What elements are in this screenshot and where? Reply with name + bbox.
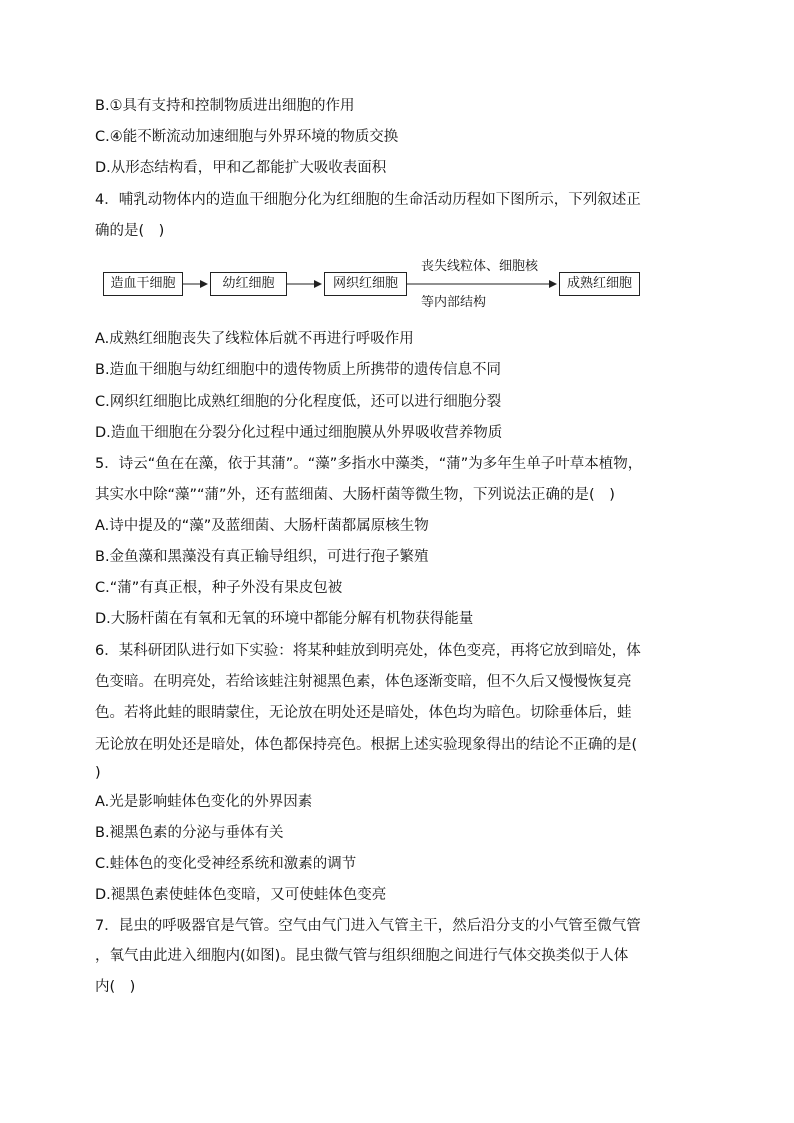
option-5b: B.金鱼藻和黑藻没有真正输导组织，可进行孢子繁殖	[95, 549, 429, 565]
option-4a: A.成熟红细胞丧失了线粒体后就不再进行呼吸作用	[95, 331, 414, 347]
question-7-line-1: 7．昆虫的呼吸器官是气管。空气由气门进入气管主干，然后沿分支的小气管至微气管	[95, 918, 641, 934]
arrow-label-bottom: 等内部结构	[421, 295, 487, 310]
option-3d: D.从形态结构看，甲和乙都能扩大吸收表面积	[95, 160, 387, 176]
option-4d: D.造血干细胞在分裂分化过程中通过细胞膜从外界吸收营养物质	[95, 425, 503, 441]
option-6c: C.蛙体色的变化受神经系统和激素的调节	[95, 856, 357, 872]
option-4b: B.造血干细胞与幼红细胞中的遗传物质上所携带的遗传信息不同	[95, 362, 502, 378]
question-6-line-3: 色。若将此蛙的眼睛蒙住，无论放在明处还是暗处，体色均为暗色。切除垂体后，蛙	[95, 705, 632, 721]
option-3c: C.④能不断流动加速细胞与外界环境的物质交换	[95, 129, 399, 145]
question-5-line-1: 5．诗云“鱼在在藻，依于其蒲”。“藻”多指水中藻类，“蒲”为多年生单子叶草本植物，	[95, 456, 643, 472]
option-5c: C.“蒲”有真正根，种子外没有果皮包被	[95, 580, 343, 596]
node-reticulocyte: 网织红细胞	[324, 272, 407, 296]
question-6-line-1: 6．某科研团队进行如下实验：将某种蛙放到明亮处，体色变亮，再将它放到暗处，体	[95, 643, 641, 659]
option-3b: B.①具有支持和控制物质进出细胞的作用	[95, 98, 355, 114]
option-4c: C.网织红细胞比成熟红细胞的分化程度低，还可以进行细胞分裂	[95, 394, 502, 410]
option-5d: D.大肠杆菌在有氧和无氧的环境中都能分解有机物获得能量	[95, 611, 474, 627]
node-hematopoietic-stem-cell: 造血干细胞	[103, 272, 183, 296]
question-6-line-2: 色变暗。在明亮处，若给该蛙注射褪黑色素，体色逐渐变暗，但不久后又慢慢恢复亮	[95, 674, 632, 690]
option-6d: D.褪黑色素使蛙体色变暗，又可使蛙体色变亮	[95, 887, 387, 903]
question-7-line-3: 内( )	[95, 979, 136, 995]
option-6b: B.褪黑色素的分泌与垂体有关	[95, 825, 284, 841]
question-6-line-4: 无论放在明处还是暗处，体色都保持亮色。根据上述实验现象得出的结论不正确的是(	[95, 737, 638, 753]
option-6a: A.光是影响蛙体色变化的外界因素	[95, 794, 313, 810]
question-6-line-5: )	[95, 765, 101, 781]
arrow-label-top: 丧失线粒体、细胞核	[421, 259, 539, 274]
question-7-line-2: ，氧气由此进入细胞内(如图)。昆虫微气管与组织细胞之间进行气体交换类似于人体	[95, 948, 629, 964]
question-4-line-1: 4．哺乳动物体内的造血干细胞分化为红细胞的生命活动历程如下图所示，下列叙述正	[95, 192, 641, 208]
question-5-line-2: 其实水中除“藻”“蒲”外，还有蓝细菌、大肠杆菌等微生物，下列说法正确的是( )	[95, 487, 615, 503]
node-erythroblast: 幼红细胞	[210, 272, 287, 296]
option-5a: A.诗中提及的“藻”及蓝细菌、大肠杆菌都属原核生物	[95, 518, 429, 534]
node-mature-red-cell: 成熟红细胞	[559, 272, 640, 296]
question-4-line-2: 确的是( )	[95, 223, 165, 239]
